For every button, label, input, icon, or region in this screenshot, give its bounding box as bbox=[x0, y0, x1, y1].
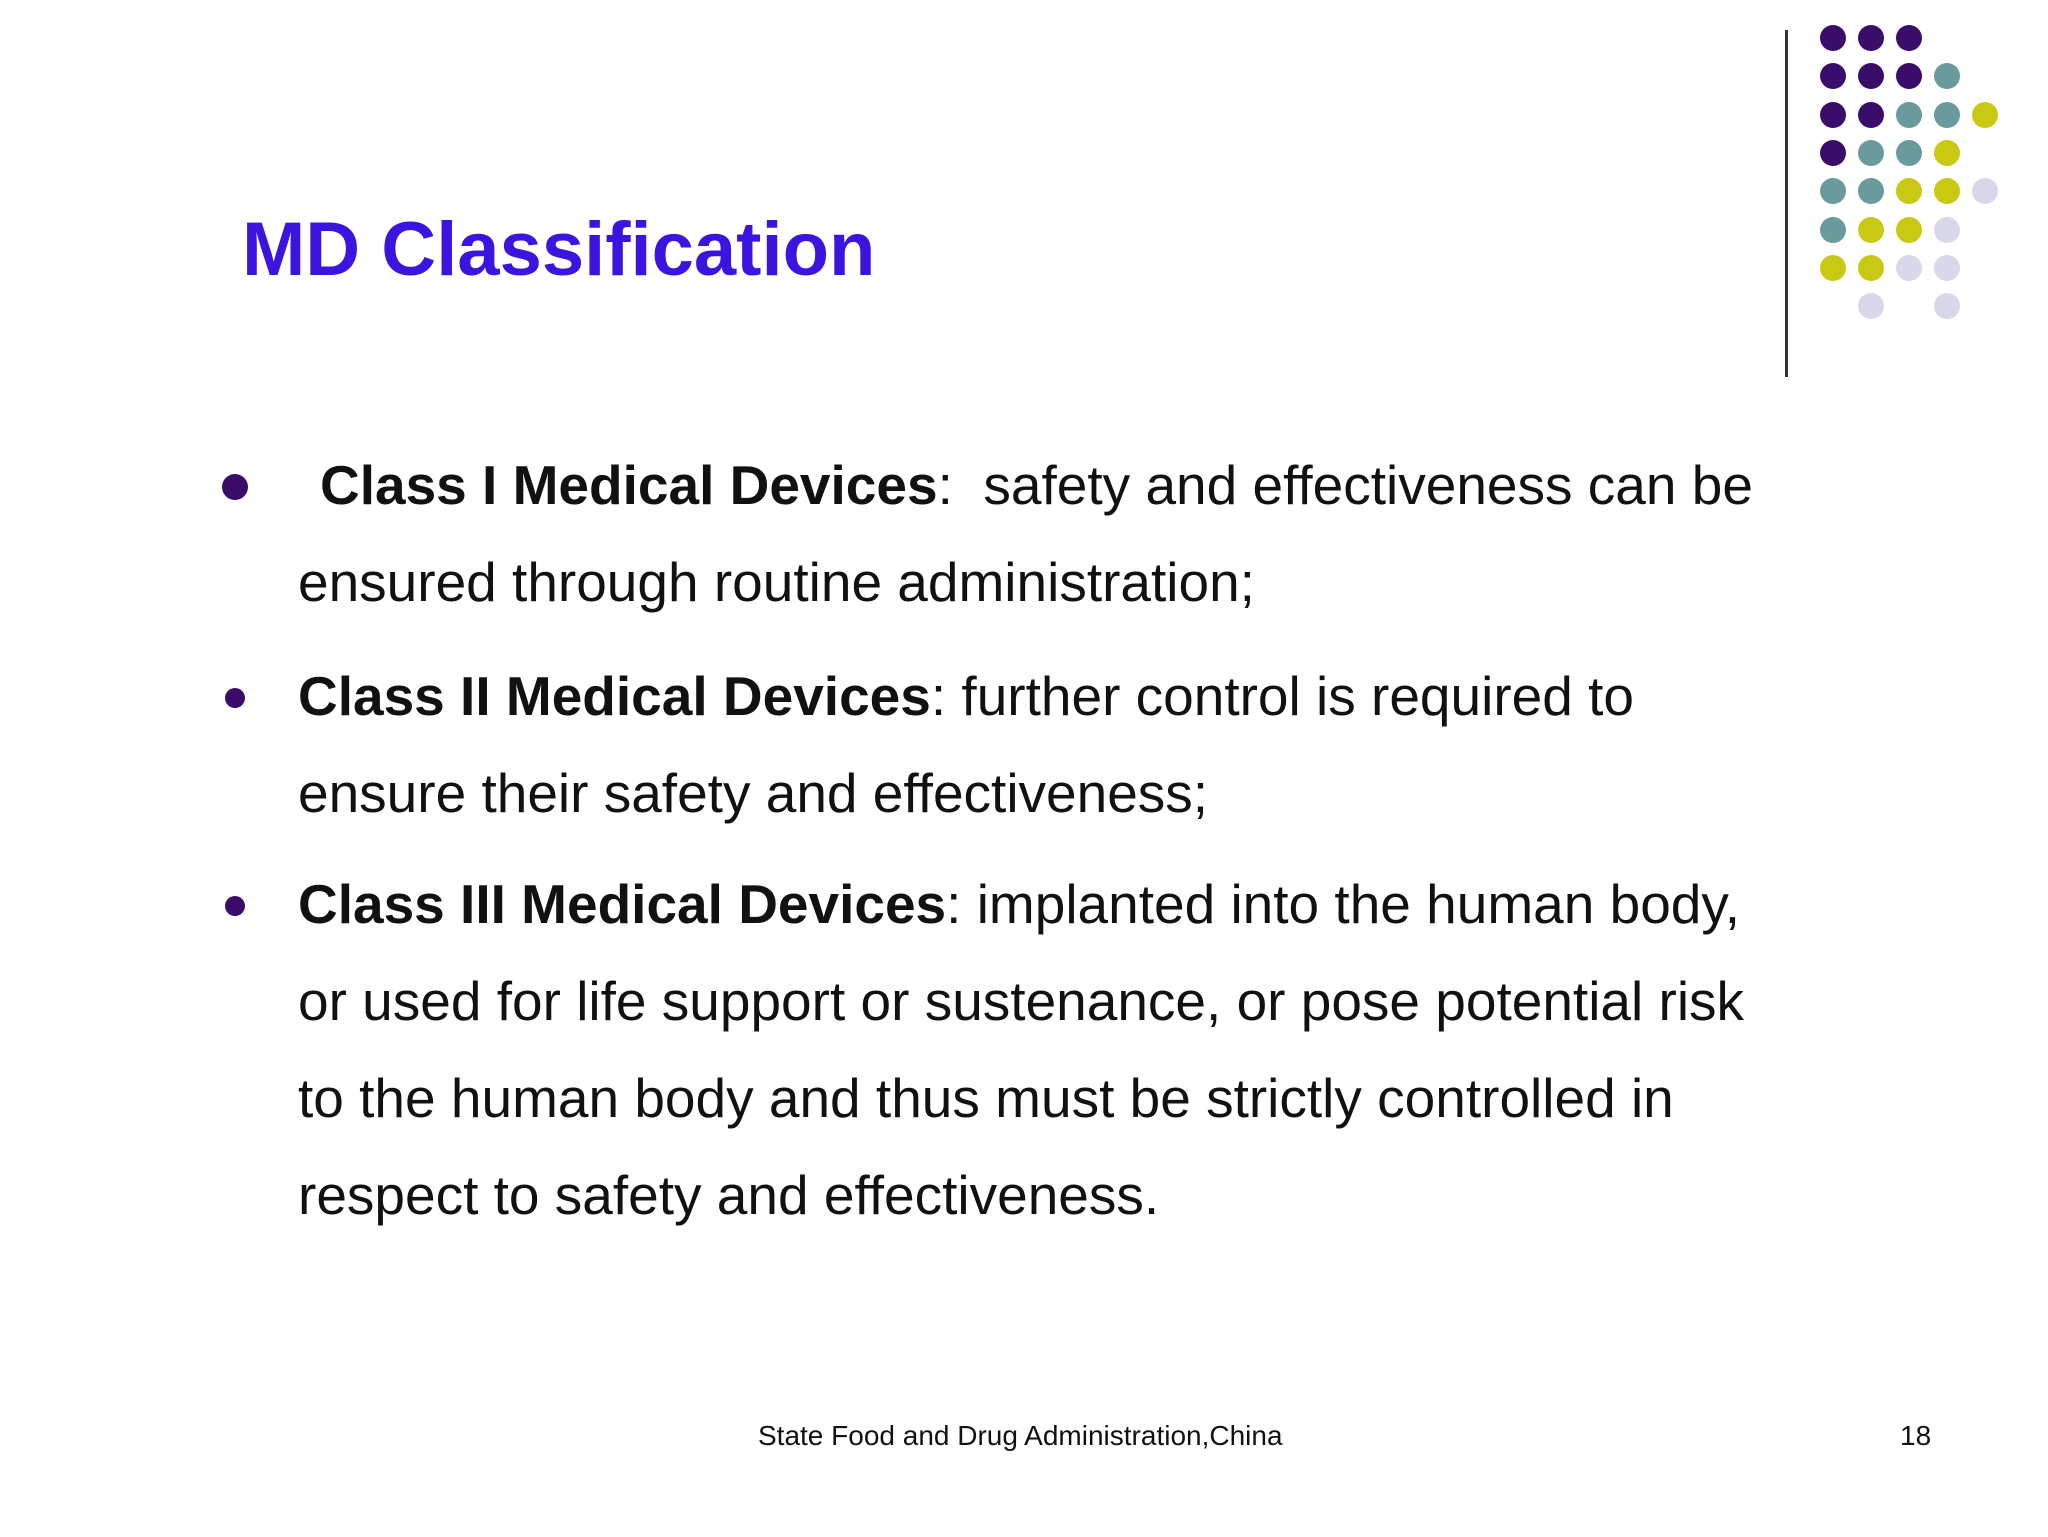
decorative-dot-yellow bbox=[1896, 217, 1922, 243]
decorative-dot-purple bbox=[1858, 63, 1884, 89]
decorative-dot-yellow bbox=[1820, 255, 1846, 281]
bullet-separator: : bbox=[946, 873, 962, 935]
decorative-dot-yellow bbox=[1858, 255, 1884, 281]
bullet-marker-icon bbox=[222, 474, 248, 500]
decorative-dot-yellow bbox=[1934, 178, 1960, 204]
bullet-text bbox=[298, 856, 1798, 1244]
decorative-dot-yellow bbox=[1934, 140, 1960, 166]
decorative-dot-teal bbox=[1858, 178, 1884, 204]
decorative-dot-yellow bbox=[1972, 102, 1998, 128]
bullet-separator: : bbox=[937, 454, 953, 516]
decorative-dot-lavender bbox=[1972, 178, 1998, 204]
decorative-dot-lavender bbox=[1934, 293, 1960, 319]
bullet-text bbox=[298, 648, 1798, 842]
bullet-term: Class III Medical Devices bbox=[298, 873, 947, 935]
bullet-marker-icon bbox=[225, 688, 245, 708]
decorative-dot-lavender bbox=[1934, 217, 1960, 243]
decorative-dot-teal bbox=[1896, 102, 1922, 128]
decorative-dot-lavender bbox=[1896, 255, 1922, 281]
decorative-dot-yellow bbox=[1858, 217, 1884, 243]
decorative-dot-grid bbox=[1820, 25, 2040, 335]
decorative-dot-teal bbox=[1820, 178, 1846, 204]
bullet-description: implanted into the human body, or used for life support or sustenance, or pose potential risk to the human body and thus must be strictly controlled in respect to safety and effectiveness. bbox=[298, 873, 1760, 1226]
decorative-dot-teal bbox=[1934, 102, 1960, 128]
bullet-text bbox=[298, 437, 1798, 631]
bullet-term: Class I Medical Devices bbox=[320, 454, 938, 516]
decorative-dot-purple bbox=[1820, 25, 1846, 51]
decorative-dot-teal bbox=[1820, 217, 1846, 243]
decorative-dot-lavender bbox=[1858, 293, 1884, 319]
decorative-dot-purple bbox=[1858, 25, 1884, 51]
decorative-dot-purple bbox=[1896, 25, 1922, 51]
decorative-dot-yellow bbox=[1896, 178, 1922, 204]
slide-title: MD Classification bbox=[242, 207, 876, 292]
decorative-dot-purple bbox=[1820, 102, 1846, 128]
decorative-dot-lavender bbox=[1934, 255, 1960, 281]
decorative-dot-teal bbox=[1858, 140, 1884, 166]
decorative-dot-teal bbox=[1896, 140, 1922, 166]
decorative-dot-teal bbox=[1934, 63, 1960, 89]
slide-footer: State Food and Drug Administration,China bbox=[758, 1420, 1283, 1451]
bullet-term: Class II Medical Devices bbox=[298, 665, 931, 727]
vertical-divider bbox=[1785, 30, 1788, 377]
decorative-dot-purple bbox=[1858, 102, 1884, 128]
bullet-marker-icon bbox=[225, 896, 245, 916]
decorative-dot-purple bbox=[1820, 63, 1846, 89]
bullet-description: safety and effectiveness can be ensured through routine administration; bbox=[298, 454, 1769, 613]
decorative-dot-purple bbox=[1896, 63, 1922, 89]
page-number: 18 bbox=[1900, 1420, 1932, 1451]
bullet-description: further control is required to ensure their safety and effectiveness; bbox=[298, 665, 1650, 824]
bullet-separator: : bbox=[930, 665, 947, 727]
decorative-dot-purple bbox=[1820, 140, 1846, 166]
